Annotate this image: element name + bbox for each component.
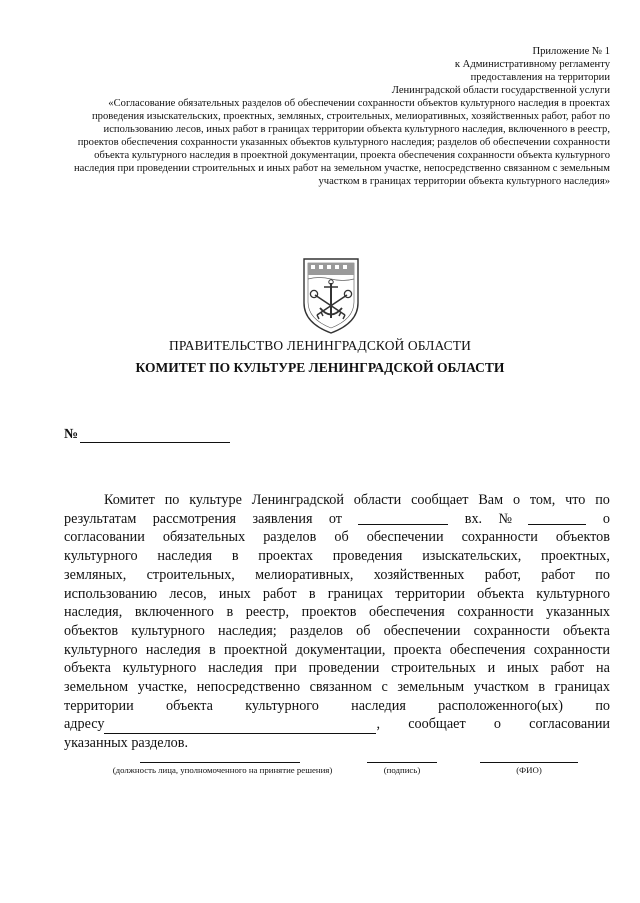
committee-title: КОМИТЕТ ПО КУЛЬТУРЕ ЛЕНИНГРАДСКОЙ ОБЛАСТИ: [135, 360, 505, 375]
document-number-field: [64, 427, 230, 443]
word: Комитет: [104, 492, 155, 508]
word: сообщает: [408, 716, 466, 733]
appendix-line: наследия при проведении строительных и иных работ на земельном участке, непосредственно связанном с земельным: [73, 163, 610, 174]
appendix-line: объекта культурного наследия в проектной документации, проекта обеспечения сохранности объекта культурного: [94, 150, 610, 161]
word: указанных: [546, 604, 610, 621]
word: вх.: [464, 510, 483, 527]
word: наследия: [157, 548, 213, 565]
word: объектов: [64, 622, 119, 639]
body-line: [64, 491, 610, 510]
word: иных: [506, 660, 539, 677]
word: по: [595, 492, 610, 508]
signature-caption: (подпись): [383, 765, 421, 775]
word: Вам: [478, 492, 504, 508]
word: объектов: [555, 529, 610, 546]
word: что: [565, 492, 586, 508]
body-line: [64, 547, 610, 566]
word: проекта: [393, 641, 442, 658]
word: непосредственно: [196, 679, 301, 696]
body-line: [64, 585, 610, 604]
word: культурного: [245, 697, 319, 714]
word: в: [208, 641, 216, 658]
word: территории: [395, 585, 465, 602]
word: реестр,: [245, 604, 290, 621]
body-line: [64, 697, 610, 716]
body-line: [64, 641, 610, 660]
word: границах: [327, 585, 384, 602]
word: участком: [473, 679, 529, 696]
word: наследия: [208, 660, 263, 677]
word: объекта: [477, 585, 525, 602]
body-line: [64, 659, 610, 678]
word: строительных,: [146, 566, 235, 583]
word: земляных,: [64, 566, 127, 583]
word: расположенного(ых): [438, 697, 564, 714]
appendix-line: Приложение № 1: [532, 46, 610, 57]
word: работ: [541, 566, 575, 583]
word: обеспечении: [366, 529, 444, 546]
word: результатам: [64, 510, 137, 527]
body-line: [64, 510, 610, 529]
word: по: [595, 566, 610, 583]
name-field: [480, 762, 578, 775]
appendix-line: проектов обеспечения сохранности указанных объектов культурного наследия; разделов об обеспечении сохранности: [77, 137, 610, 148]
closing-text: указанных разделов.: [64, 735, 189, 752]
word: проектах: [258, 548, 313, 565]
word: обеспечения: [369, 604, 445, 621]
word: хозяйственных: [373, 566, 465, 583]
word: с: [381, 679, 388, 696]
letter-body: [64, 491, 610, 753]
word: сохранности: [473, 622, 550, 639]
word: наследия: [351, 697, 406, 714]
word: включенного: [134, 604, 214, 621]
word: документации,: [295, 641, 386, 658]
position-caption: (должность лица, уполномоченного на принятие решения): [112, 765, 333, 775]
word: иных: [218, 585, 251, 602]
word: мелиоративных,: [255, 566, 354, 583]
name-caption: (ФИО): [516, 765, 542, 775]
application-date-blank: [358, 510, 448, 525]
body-line: [64, 715, 610, 734]
name-line: [480, 762, 578, 763]
appendix-line: предоставления на территории: [470, 72, 610, 83]
government-title: ПРАВИТЕЛЬСТВО ЛЕНИНГРАДСКОЙ ОБЛАСТИ: [169, 338, 471, 353]
body-line: [64, 566, 610, 585]
word: проектных,: [541, 548, 610, 565]
word: культурного: [131, 622, 205, 639]
word: области: [353, 492, 402, 508]
word: земельном: [64, 679, 129, 696]
word: объекта: [563, 622, 610, 639]
word: использованию: [64, 585, 158, 602]
position-line: [140, 762, 300, 763]
word: работ: [262, 585, 297, 602]
word: согласовании: [64, 529, 145, 546]
word: изыскательских,: [422, 548, 522, 565]
word: участке,: [137, 679, 188, 696]
number-label: №: [64, 427, 79, 442]
word: проектной: [223, 641, 288, 658]
word: от: [328, 510, 342, 527]
word: строительных: [391, 660, 476, 677]
word: обеспечении: [383, 622, 461, 639]
coat-of-arms-icon: [301, 255, 361, 335]
word: по: [595, 697, 610, 714]
word: проектов: [301, 604, 357, 621]
word: сохранности: [533, 641, 610, 658]
word: о: [602, 510, 610, 527]
word: №: [498, 510, 513, 527]
word: о: [512, 492, 521, 508]
word: об: [356, 622, 371, 639]
appendix-line: Ленинградской области государственной услуги: [391, 85, 610, 96]
word: проведения: [332, 548, 403, 565]
body-line: [64, 678, 610, 697]
word: работ,: [484, 566, 521, 583]
word: культурного: [536, 585, 610, 602]
appendix-header: [50, 45, 610, 188]
word: лесов,: [169, 585, 207, 602]
word: объекта: [64, 660, 111, 677]
word: культурного: [64, 548, 138, 565]
word: культурного: [64, 641, 138, 658]
appendix-line: участком в границах территории объекта культурного наследия»: [318, 176, 610, 187]
appendix-line: использованию лесов, иных работ в границах территории объекта культурного наследия, включенного в реестр,: [103, 124, 610, 135]
word: культурного: [122, 660, 197, 677]
word: территории: [64, 697, 134, 714]
word: обеспечения: [449, 641, 526, 658]
number-blank-line: [80, 428, 230, 443]
word: об: [334, 529, 349, 546]
word: объекта: [165, 697, 213, 714]
word: наследия,: [64, 604, 123, 621]
word: заявления: [252, 510, 313, 527]
word: работ: [550, 660, 585, 677]
word: сохранности: [457, 604, 534, 621]
body-line: [64, 734, 610, 753]
word: по: [164, 492, 180, 508]
word: границах: [554, 679, 610, 696]
word: согласовании: [529, 716, 610, 733]
address-group: [64, 715, 380, 734]
signature-line: [367, 762, 437, 763]
word: связанном: [309, 679, 372, 696]
word: ,: [376, 716, 381, 733]
word: культуре: [189, 492, 242, 508]
word: в: [308, 585, 316, 602]
word: адресу: [64, 716, 105, 733]
word: в: [538, 679, 546, 696]
body-line: [64, 603, 610, 622]
signature-field: [367, 762, 437, 775]
word: разделов: [289, 622, 343, 639]
word: разделов: [263, 529, 317, 546]
word: земельным: [397, 679, 465, 696]
word: в: [226, 604, 234, 621]
address-blank: [104, 719, 376, 734]
body-line: [64, 528, 610, 547]
word: Ленинградской: [251, 492, 344, 508]
word: том,: [529, 492, 556, 508]
word: проведении: [308, 660, 380, 677]
word: при: [274, 660, 297, 677]
body-line: [64, 622, 610, 641]
position-signature-field: [100, 762, 345, 775]
word: наследия;: [218, 622, 277, 639]
appendix-line: «Согласование обязательных разделов об обеспечении сохранности объектов культурного наследия в проектах: [108, 98, 610, 109]
appendix-line: к Административному регламенту: [454, 59, 610, 70]
word: о: [493, 716, 501, 733]
word: и: [487, 660, 496, 677]
word: в: [231, 548, 239, 565]
word: обязательных: [162, 529, 246, 546]
application-number-blank: [528, 510, 586, 525]
word: сообщает: [411, 492, 469, 508]
word: рассмотрения: [152, 510, 237, 527]
word: сохранности: [461, 529, 538, 546]
word: наследия: [145, 641, 201, 658]
appendix-line: проведения изыскательских, проектных, земляных, строительных, мелиоративных, хозяйственных работ, работ по: [92, 111, 610, 122]
word: на: [596, 660, 610, 677]
